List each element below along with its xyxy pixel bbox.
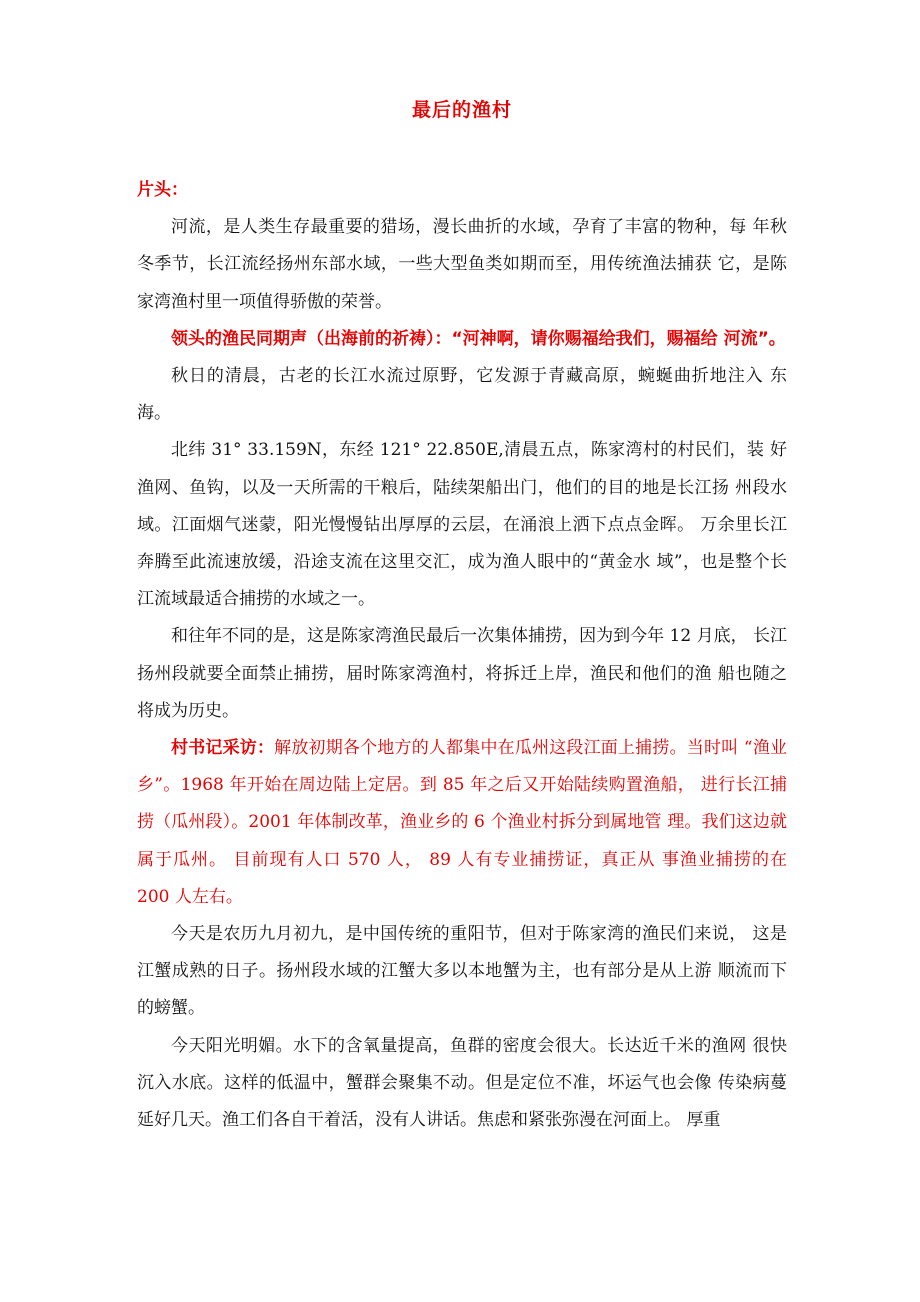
paragraph-autumn-morning: 秋日的清晨，古老的长江水流过原野，它发源于青藏高原，蜿蜒曲折地注入 东海。 [137,366,787,424]
section-label: 片头： [137,180,188,200]
paragraph-coordinates: 北纬 31° 33.159N，东经 121° 22.850E,清晨五点，陈家湾村的村民们，装 好渔网、鱼钩，以及一天所需的干粮后，陆续架船出门，他们的目的地是长江扬 州段水域。江面烟气迷蒙，阳光慢慢钻出厚厚的云层，在涌浪上洒下点点金晖。 万余里长江奔腾至此流速放缓，沿途支流在这里交汇，成为渔人眼中的“黄金水 域”，也是整个长江流域最适合捕捞的水域之一。 [137,440,787,610]
paragraph-sunny-day: 今天阳光明媚。水下的含氧量提高，鱼群的密度会很大。长达近千米的渔网 很快沉入水底。这样的低温中，蟹群会聚集不动。但是定位不准，坏运气也会像 传染病蔓延好几天。渔工们各自干着活，没有人讲话。焦虑和紧张弥漫在河面上。 厚重 [137,1035,787,1131]
interview-label: 村书记采访： [171,738,275,759]
paragraph-last-fishing: 和往年不同的是，这是陈家湾渔民最后一次集体捕捞，因为到今年 12 月底， 长江扬州段就要全面禁止捕捞，届时陈家湾渔村，将拆迁上岸，渔民和他们的渔 船也随之将成为历史。 [137,626,787,721]
paragraph-intro: 河流，是人类生存最重要的猎场，漫长曲折的水域，孕育了丰富的物种，每 年秋冬季节，长江流经扬州东部水域，一些大型鱼类如期而至，用传统渔法捕获 它，是陈家湾渔村里一项值得骄傲的荣誉。 [137,217,787,312]
paragraph-secretary-interview [137,730,787,916]
document-title: 最后的渔村 [411,99,512,121]
paragraph-double-ninth: 今天是农历九月初九，是中国传统的重阳节，但对于陈家湾的渔民们来说， 这是江蟹成熟的日子。扬州段水域的江蟹大多以本地蟹为主，也有部分是从上游 顺流而下的螃蟹。 [137,924,787,1019]
interview-text: 解放初期各个地方的人都集中在瓜州这段江面上捕捞。当时叫 “渔业乡”。1968 年开始在周边陆上定居。到 85 年之后又开始陆续购置渔船， 进行长江捕捞（瓜州段）。2001 年体制改革，渔业乡的 6 个渔业村拆分到属地管 理。我们这边就属于瓜州。 目前现有人口 570 人， 89 人有专业捕捞证，真正从 事渔业捕捞的在 200 人左右。 [137,738,788,907]
document-body [137,172,787,1139]
paragraph-fisherman-prayer: 领头的渔民同期声（出海前的祈祷）：“河神啊，请你赐福给我们，赐福给 河流”。 [171,328,786,349]
